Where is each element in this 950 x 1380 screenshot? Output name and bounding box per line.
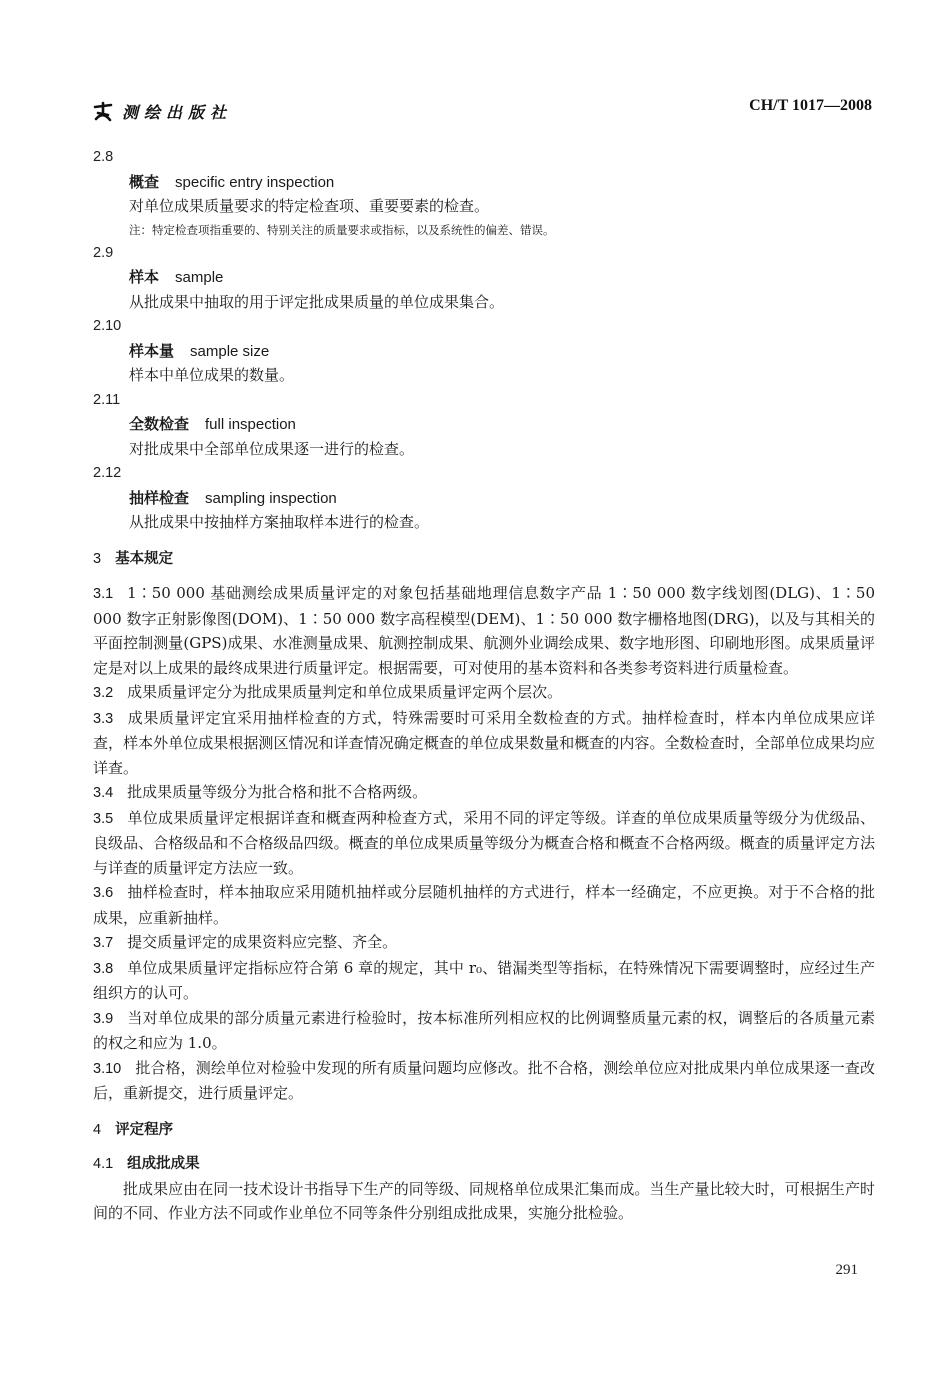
term-entry xyxy=(93,314,875,388)
term-definition: 对单位成果质量要求的特定检查项、重要要素的检查。 xyxy=(129,197,490,215)
publisher-logo-icon xyxy=(92,101,114,123)
clause-text: 批合格，测绘单位对检验中发现的所有质量问题均应修改。批不合格，测绘单位应对批成果内单位成果逐一查改后，重新提交，进行质量评定。 xyxy=(93,1058,875,1102)
clause-text: 单位成果质量评定根据详查和概查两种检查方式，采用不同的评定等级。详查的单位成果质量等级分为优级品、良级品、合格级品和不合格级品四级。概查的单位成果质量等级分为概查合格和概查不合格两级。概查的质量评定方法与详查的质量评定方法应一致。 xyxy=(93,808,875,877)
publisher-header xyxy=(92,100,232,123)
term-english: specific entry inspection xyxy=(175,173,335,191)
term-definition: 从批成果中抽取的用于评定批成果质量的单位成果集合。 xyxy=(129,292,505,311)
clause xyxy=(93,680,875,706)
clause-number: 3.10 xyxy=(93,1060,122,1077)
term-title xyxy=(93,170,875,195)
term-chinese: 样本量 xyxy=(129,341,175,360)
term-entry xyxy=(93,241,875,315)
page-number: 291 xyxy=(835,1262,858,1278)
section-number: 4 xyxy=(93,1121,102,1138)
clause-text: 单位成果质量评定指标应符合第 6 章的规定，其中 r₀、错漏类型等指标，在特殊情况下需要调整时，应经过生产组织方的认可。 xyxy=(93,958,875,1002)
term-title xyxy=(93,339,875,364)
clause xyxy=(93,880,875,930)
term-chinese: 抽样检查 xyxy=(129,488,190,507)
term-note: 注：特定检查项指重要的、特别关注的质量要求或指标，以及系统性的偏差、错误。 xyxy=(129,222,555,237)
clause xyxy=(93,780,875,806)
term-entry xyxy=(93,145,875,241)
clause xyxy=(93,1056,875,1106)
term-title xyxy=(93,265,875,290)
term-chinese: 样本 xyxy=(129,268,160,286)
clause xyxy=(93,956,875,1006)
subsection-text: 批成果应由在同一技术设计书指导下生产的同等级、同规格单位成果汇集而成。当生产量比较大时，可根据生产时间的不同、作业方法不同或作业单位不同等条件分别组成批成果，实施分批检验。 xyxy=(93,1179,875,1222)
clause xyxy=(93,930,875,956)
term-definition: 对批成果中全部单位成果逐一进行的检查。 xyxy=(129,439,415,458)
term-english: sampling inspection xyxy=(205,489,337,507)
section-heading xyxy=(93,1118,875,1143)
subsection-heading xyxy=(93,1152,875,1177)
term-english: sample size xyxy=(190,342,270,360)
clause-number: 3.8 xyxy=(93,960,114,977)
term-english: full inspection xyxy=(205,416,296,433)
clause-text: 成果质量评定宜采用抽样检查的方式，特殊需要时可采用全数检查的方式。抽样检查时，样本内单位成果应详查，样本外单位成果根据测区情况和详查情况确定概查的单位成果数量和概查的内容。全数检查时，全部单位成果均应详查。 xyxy=(93,708,875,777)
term-title xyxy=(93,486,875,511)
clause-text: 抽样检查时，样本抽取应采用随机抽样或分层随机抽样的方式进行，样本一经确定，不应更换。对于不合格的批成果，应重新抽样。 xyxy=(93,883,875,927)
publisher-name: 测绘出版社 xyxy=(122,103,233,122)
term-chinese: 全数检查 xyxy=(129,415,190,433)
clause-text: 批成果质量等级分为批合格和批不合格两级。 xyxy=(127,783,428,801)
document-body xyxy=(93,145,875,1226)
term-entry xyxy=(93,388,875,462)
clause-text: 1∶50 000 基础测绘成果质量评定的对象包括基础地理信息数字产品 1∶50 000 数字线划图(DLG)、1∶50 000 数字正射影像图(DOM)、1∶50 000 数字高程模型(DEM)、1∶50 000 数字栅格地图(DRG)，以及与其相关的平面控制测量(GPS)成果、水准测量成果、航测控制成果、航测外业调绘成果、数字地形图、印刷地形图。成果质量评定是对以上成果的最终成果进行质量评定。根据需要，可对使用的基本资料和各类参考资料进行质量检查。 xyxy=(93,584,875,677)
subsection-number: 4.1 xyxy=(93,1156,114,1172)
term-title xyxy=(93,412,875,437)
standard-number: CH/T 1017—2008 xyxy=(749,97,872,114)
clause xyxy=(93,706,875,781)
clause-number: 3.1 xyxy=(93,586,114,602)
clause xyxy=(93,806,875,881)
subsection-title: 组成批成果 xyxy=(127,1156,200,1172)
term-chinese: 概查 xyxy=(129,172,160,191)
clause-number: 3.4 xyxy=(93,785,114,801)
section-number: 3 xyxy=(93,550,102,567)
term-number: 2.9 xyxy=(93,244,114,261)
term-english: sample xyxy=(175,269,224,286)
clause-text: 提交质量评定的成果资料应完整、齐全。 xyxy=(127,933,398,951)
clause-number: 3.5 xyxy=(93,810,114,827)
clause-text: 当对单位成果的部分质量元素进行检验时，按本标准所列相应权的比例调整质量元素的权，调整后的各质量元素的权之和应为 1.0。 xyxy=(93,1008,875,1052)
term-entry xyxy=(93,461,875,535)
section-title: 评定程序 xyxy=(115,1121,174,1138)
term-definition: 从批成果中按抽样方案抽取样本进行的检查。 xyxy=(129,513,430,531)
section-title: 基本规定 xyxy=(115,550,174,567)
term-number: 2.10 xyxy=(93,318,122,334)
clause xyxy=(93,581,875,680)
clause-number: 3.6 xyxy=(93,885,114,901)
term-number: 2.12 xyxy=(93,465,122,481)
clause-number: 3.9 xyxy=(93,1010,114,1027)
clause-number: 3.2 xyxy=(93,685,114,701)
clause-number: 3.3 xyxy=(93,710,114,727)
clause xyxy=(93,1006,875,1056)
term-number: 2.11 xyxy=(93,391,121,408)
term-number: 2.8 xyxy=(93,149,114,165)
term-definition: 样本中单位成果的数量。 xyxy=(129,366,295,384)
section-heading xyxy=(93,547,875,572)
clause-number: 3.7 xyxy=(93,935,114,951)
clause-text: 成果质量评定分为批成果质量判定和单位成果质量评定两个层次。 xyxy=(127,683,563,701)
